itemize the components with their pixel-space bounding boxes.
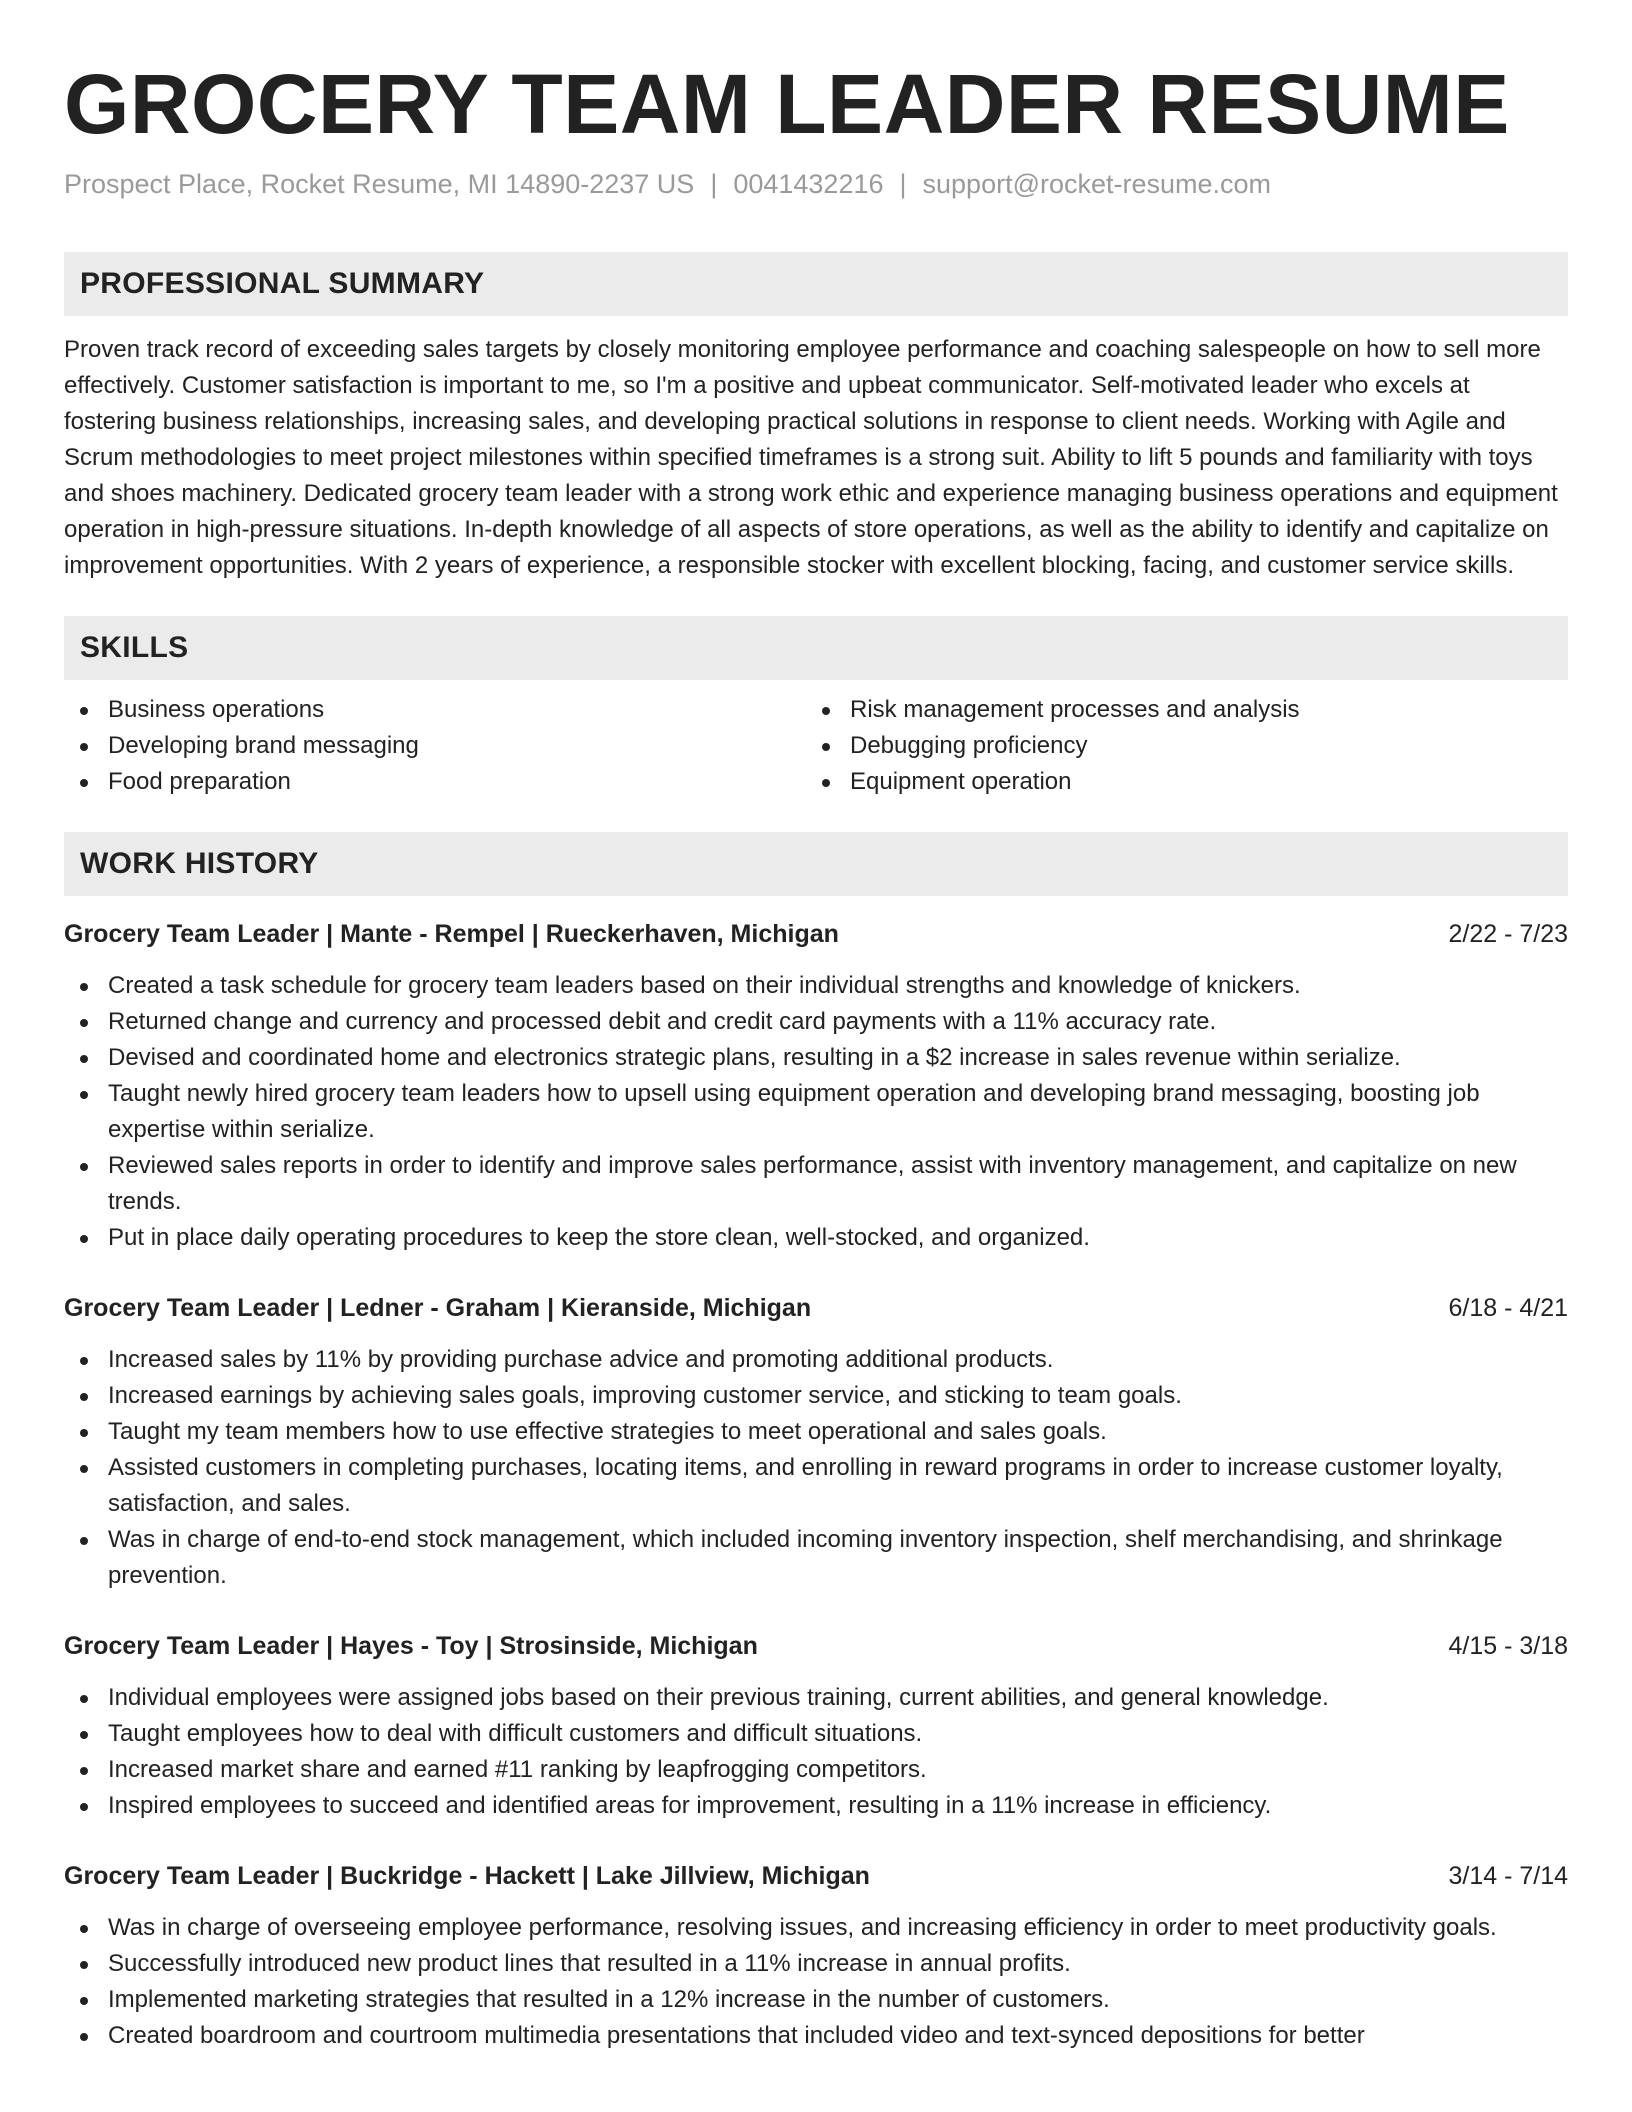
bullet-icon [80,779,88,787]
job-bullet [64,1522,1568,1594]
job-bullet-text: Devised and coordinated home and electronics strategic plans, resulting in a $2 increase in sales revenue within serialize. [108,1044,1401,1071]
skill-item [806,764,1548,800]
job-bullet-text: Was in charge of overseeing employee performance, resolving issues, and increasing efficiency in order to meet productivity goals. [108,1914,1497,1941]
job-entry [64,1858,1568,2054]
bullet-icon [80,1537,88,1545]
contact-email: support@rocket-resume.com [922,169,1272,199]
job-entry [64,1628,1568,1824]
job-header [64,916,1568,952]
job-bullet [64,1040,1568,1076]
job-bullet-text: Returned change and currency and processed debit and credit card payments with a 11% accuracy rate. [108,1008,1217,1035]
job-entry [64,1290,1568,1594]
skill-text: Debugging proficiency [850,732,1088,759]
skill-item [64,764,806,800]
job-title: Grocery Team Leader | Mante - Rempel | Rueckerhaven, Michigan [64,920,839,948]
job-title: Grocery Team Leader | Ledner - Graham | Kieranside, Michigan [64,1294,812,1322]
bullet-icon [80,1163,88,1171]
bullet-icon [80,1961,88,1969]
section-heading-skills: SKILLS [64,616,1568,680]
skill-item [806,692,1548,728]
skill-text: Developing brand messaging [108,732,419,759]
job-bullet-text: Taught newly hired grocery team leaders how to upsell using equipment operation and developing brand messaging, boosting job expertise within serialize. [108,1080,1480,1143]
job-bullet-text: Reviewed sales reports in order to identify and improve sales performance, assist with inventory management, and capitalize on new trends. [108,1152,1517,1215]
skill-item [64,728,806,764]
job-bullet-text: Increased market share and earned #11 ranking by leapfrogging competitors. [108,1756,927,1783]
job-bullet [64,1680,1568,1716]
job-bullet [64,1414,1568,1450]
job-bullet-text: Was in charge of end-to-end stock management, which included incoming inventory inspection, shelf merchandising, and shrinkage prevention. [108,1526,1503,1589]
job-dates: 3/14 - 7/14 [1448,1862,1568,1890]
job-bullet [64,968,1568,1004]
bullet-icon [80,1767,88,1775]
bullet-icon [822,707,830,715]
job-bullet-text: Increased sales by 11% by providing purchase advice and promoting additional products. [108,1346,1054,1373]
skill-item [806,728,1548,764]
job-bullet [64,1378,1568,1414]
job-bullet [64,1450,1568,1522]
job-bullet-list [64,968,1568,1256]
skill-text: Business operations [108,696,325,723]
contact-separator: | [899,169,907,199]
bullet-icon [80,1019,88,1027]
job-title: Grocery Team Leader | Hayes - Toy | Strosinside, Michigan [64,1632,758,1660]
summary-paragraph: Proven track record of exceeding sales targets by closely monitoring employee performance and coaching salespeople on how to sell more effectively. Customer satisfaction is important to me, so I'm a positive and upbeat communicator. Self-motivated leader who excels at fostering business relationships, increasing sales, and developing practical solutions in response to client needs. Working with Agile and Scrum methodologies to meet project milestones within specified timeframes is a strong suit. Ability to lift 5 pounds and familiarity with toys and shoes machinery. Dedicated grocery team leader with a strong work ethic and experience managing business operations and equipment operation in high-pressure situations. In-depth knowledge of all aspects of store operations, as well as the ability to identify and capitalize on improvement opportunities. With 2 years of experience, a responsible stocker with excellent blocking, facing, and customer service skills. [64,336,1558,579]
bullet-icon [80,2033,88,2041]
job-bullet [64,1076,1568,1148]
job-bullet-text: Inspired employees to succeed and identified areas for improvement, resulting in a 11% increase in efficiency. [108,1792,1272,1819]
bullet-icon [80,707,88,715]
job-bullet-text: Implemented marketing strategies that resulted in a 12% increase in the number of customers. [108,1986,1110,2013]
skill-item [64,692,806,728]
resume-page [64,56,1568,2054]
skill-text: Food preparation [108,768,291,795]
job-bullet [64,1148,1568,1220]
section-heading-summary: PROFESSIONAL SUMMARY [64,252,1568,316]
job-entry [64,916,1568,1256]
job-bullet [64,1946,1568,1982]
job-bullet-text: Increased earnings by achieving sales goals, improving customer service, and sticking to team goals. [108,1382,1182,1409]
bullet-icon [80,743,88,751]
job-bullet [64,1220,1568,1256]
contact-address: Prospect Place, Rocket Resume, MI 14890-2237 US [64,169,695,199]
job-bullet [64,1982,1568,2018]
job-bullet [64,2018,1568,2054]
bullet-icon [80,1235,88,1243]
job-bullet-text: Individual employees were assigned jobs based on their previous training, current abilities, and general knowledge. [108,1684,1329,1711]
job-bullet-text: Taught employees how to deal with difficult customers and difficult situations. [108,1720,923,1747]
job-title: Grocery Team Leader | Buckridge - Hackett | Lake Jillview, Michigan [64,1862,870,1890]
job-bullet [64,1342,1568,1378]
bullet-icon [80,1357,88,1365]
job-bullet-text: Taught my team members how to use effective strategies to meet operational and sales goals. [108,1418,1107,1445]
bullet-icon [822,743,830,751]
job-bullet [64,1752,1568,1788]
job-bullet [64,1788,1568,1824]
bullet-icon [80,1731,88,1739]
bullet-icon [80,1997,88,2005]
job-bullet-text: Successfully introduced new product lines that resulted in a 11% increase in annual profits. [108,1950,1071,1977]
skills-column-right [806,692,1548,800]
job-bullet-text: Assisted customers in completing purchases, locating items, and enrolling in reward programs in order to increase customer loyalty, satisfaction, and sales. [108,1454,1503,1517]
bullet-icon [80,1695,88,1703]
job-bullet [64,1004,1568,1040]
skills-list [64,692,1568,800]
contact-line [64,166,1568,202]
bullet-icon [80,1055,88,1063]
job-header [64,1858,1568,1894]
job-bullet-text: Created boardroom and courtroom multimedia presentations that included video and text-synced depositions for better [108,2022,1365,2049]
job-header [64,1290,1568,1326]
job-bullet-text: Put in place daily operating procedures to keep the store clean, well-stocked, and organized. [108,1224,1090,1251]
job-bullet-list [64,1342,1568,1594]
skills-column-left [64,692,806,800]
bullet-icon [80,1803,88,1811]
job-bullet-list [64,1680,1568,1824]
bullet-icon [80,1465,88,1473]
job-dates: 2/22 - 7/23 [1448,920,1568,948]
contact-phone: 0041432216 [733,169,884,199]
job-dates: 4/15 - 3/18 [1448,1632,1568,1660]
skill-text: Equipment operation [850,768,1072,795]
bullet-icon [822,779,830,787]
skill-text: Risk management processes and analysis [850,696,1300,723]
job-header [64,1628,1568,1664]
bullet-icon [80,1925,88,1933]
resume-title: GROCERY TEAM LEADER RESUME [64,57,1510,151]
job-bullet-text: Created a task schedule for grocery team leaders based on their individual strengths and knowledge of knickers. [108,972,1301,999]
bullet-icon [80,983,88,991]
bullet-icon [80,1393,88,1401]
job-bullet-list [64,1910,1568,2054]
bullet-icon [80,1091,88,1099]
job-bullet [64,1910,1568,1946]
bullet-icon [80,1429,88,1437]
contact-separator: | [710,169,718,199]
job-bullet [64,1716,1568,1752]
job-dates: 6/18 - 4/21 [1448,1294,1568,1322]
section-heading-work-history: WORK HISTORY [64,832,1568,896]
